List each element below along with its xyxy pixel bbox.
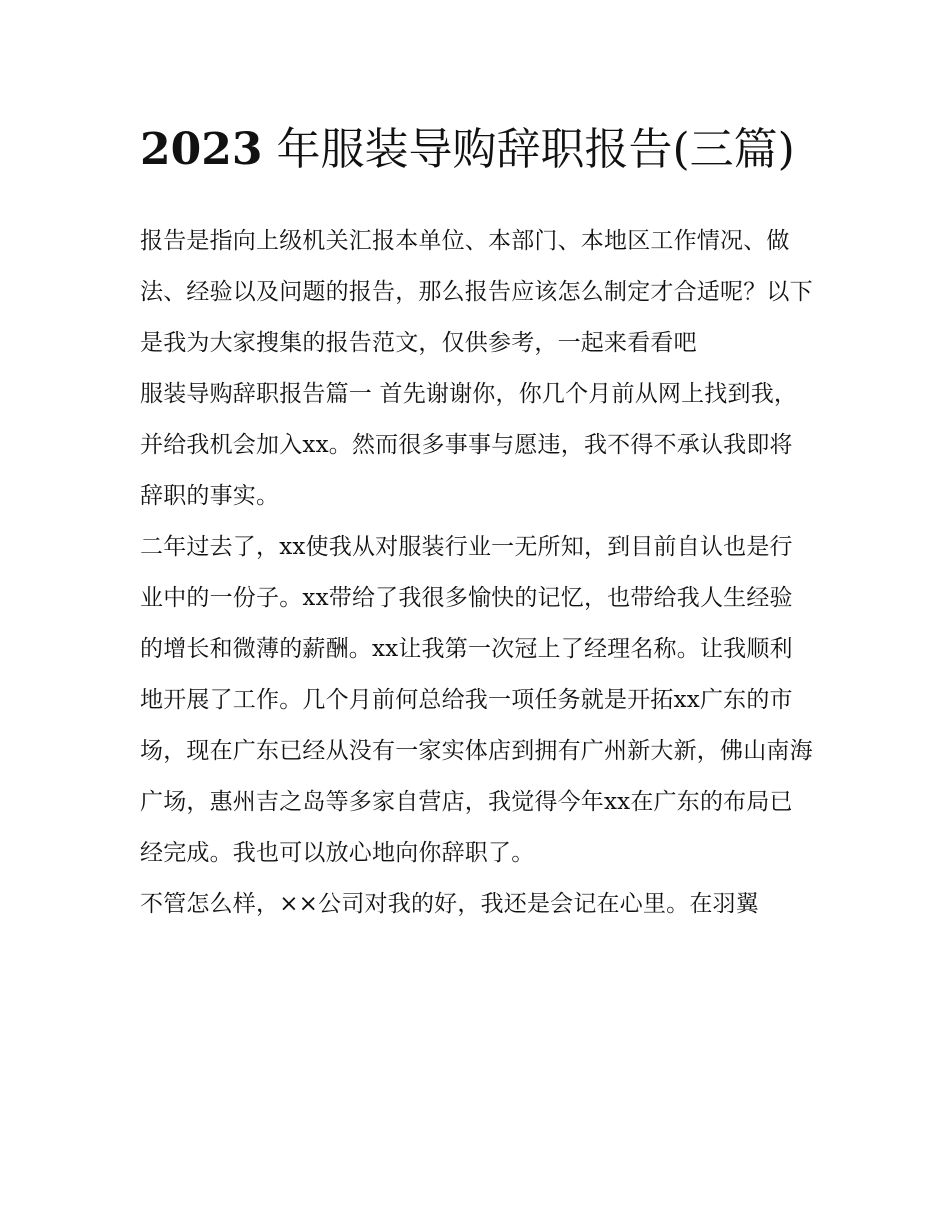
paragraph-1: 服装导购辞职报告篇一 首先谢谢你，你几个月前从网上找到我，并给我机会加入xx。然而很多事事与愿违，我不得不承认我即将辞职的事实。 — [140, 381, 798, 509]
paragraph-2: 二年过去了，xx使我从对服装行业一无所知，到目前自认也是行业中的一份子。xx带给了我很多愉快的记忆，也带给我人生经验的增长和微薄的薪酬。xx让我第一次冠上了经理名称。让我顺利地开展了工作。几个月前何总给我一项任务就是开拓xx广东的市场，现在广东已经从没有一家实体店到拥有广州新大新，佛山南海广场，惠州吉之岛等多家自营店，我觉得今年xx在广东的布局已经完成。我也可以放心地向你辞职了。 — [140, 534, 813, 866]
paragraph-intro: 报告是指向上级机关汇报本单位、本部门、本地区工作情况、做法、经验以及问题的报告，那么报告应该怎么制定才合适呢？以下是我为大家搜集的报告范文，仅供参考，一起来看看吧 — [140, 228, 813, 356]
title-year: 2023 — [140, 124, 263, 175]
document-title — [140, 112, 815, 188]
title-text: 年服装导购辞职报告(三篇) — [276, 124, 795, 175]
paragraph-3: 不管怎么样，××公司对我的好，我还是会记在心里。在羽翼 — [140, 891, 759, 917]
document-body — [140, 112, 815, 930]
